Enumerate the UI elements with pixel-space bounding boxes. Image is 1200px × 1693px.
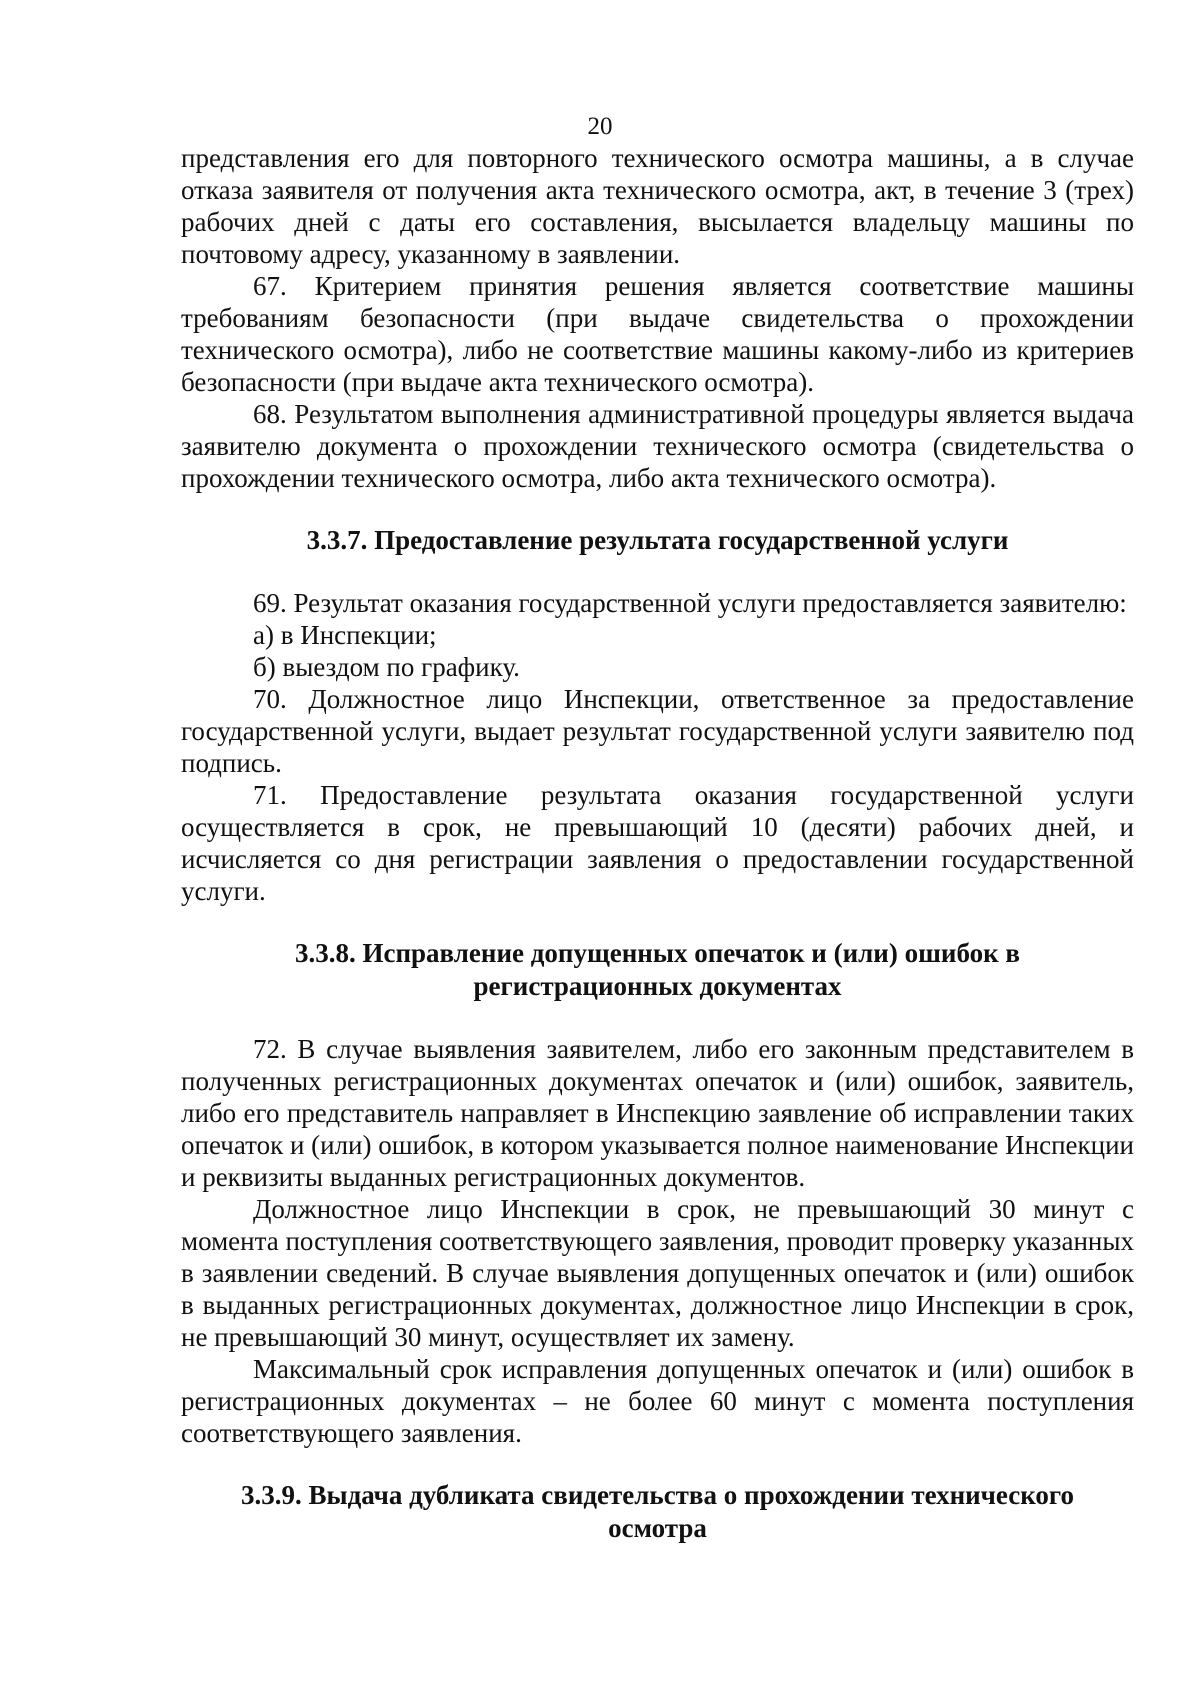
section-heading-3-3-7: 3.3.7. Предоставление результата государственной услуги <box>306 525 1009 555</box>
section-heading-3-3-9: 3.3.9. Выдача дубликата свидетельства о прохождении технического осмотра <box>240 1480 1074 1543</box>
list-item-a: а) в Инспекции; <box>253 620 437 650</box>
paragraph-67: 67. Критерием принятия решения является соответствие машины требованиям безопасности (при выдаче свидетельства о прохождении технического осмотра), либо не соответствие машины какому-либо из критериев безопасности (при выдаче акта технического осмотра). <box>181 271 1134 397</box>
paragraph-72-deadline: Максимальный срок исправления допущенных опечаток и (или) ошибок в регистрационных документах – не более 60 минут с момента поступления соответствующего заявления. <box>181 1354 1134 1448</box>
paragraph-72-correction: Должностное лицо Инспекции в срок, не превышающий 30 минут с момента поступления соответствующего заявления, проводит проверку указанных в заявлении сведений. В случае выявления допущенных опечаток и (или) ошибок в выданных регистрационных документах, должностное лицо Инспекции в срок, не превышающий 30 минут, осуществляет их замену. <box>181 1194 1134 1352</box>
section-heading-3-3-8: 3.3.8. Исправление допущенных опечаток и (или) ошибок в регистрационных документах <box>295 938 1020 1001</box>
paragraph-70: 70. Должностное лицо Инспекции, ответственное за предоставление государственной услуги, выдает результат государственной услуги заявителю под подпись. <box>181 684 1134 778</box>
paragraph-71: 71. Предоставление результата оказания государственной услуги осуществляется в срок, не превышающий 10 (десяти) рабочих дней, и исчисляется со дня регистрации заявления о предоставлении государственной услуги. <box>181 780 1134 906</box>
list-item-b: б) выездом по графику. <box>253 652 520 682</box>
paragraph-69: 69. Результат оказания государственной услуги предоставляется заявителю: <box>253 588 1127 618</box>
page-number: 20 <box>587 113 613 140</box>
document-body <box>181 142 1134 1545</box>
paragraph-68: 68. Результатом выполнения административной процедуры является выдача заявителю документа о прохождении технического осмотра (свидетельства о прохождении технического осмотра, либо акта технического осмотра). <box>181 399 1134 493</box>
paragraph-72: 72. В случае выявления заявителем, либо его законным представителем в полученных регистрационных документах опечаток и (или) ошибок, заявитель, либо его представитель направляет в Инспекцию заявление об исправлении таких опечаток и (или) ошибок, в котором указывается полное наименование Инспекции и реквизиты выданных регистрационных документов. <box>181 1034 1134 1192</box>
paragraph-continuation: представления его для повторного технического осмотра машины, а в случае отказа заявителя от получения акта технического осмотра, акт, в течение 3 (трех) рабочих дней с даты его составления, высылается владельцу машины по почтовому адресу, указанному в заявлении. <box>181 143 1134 269</box>
